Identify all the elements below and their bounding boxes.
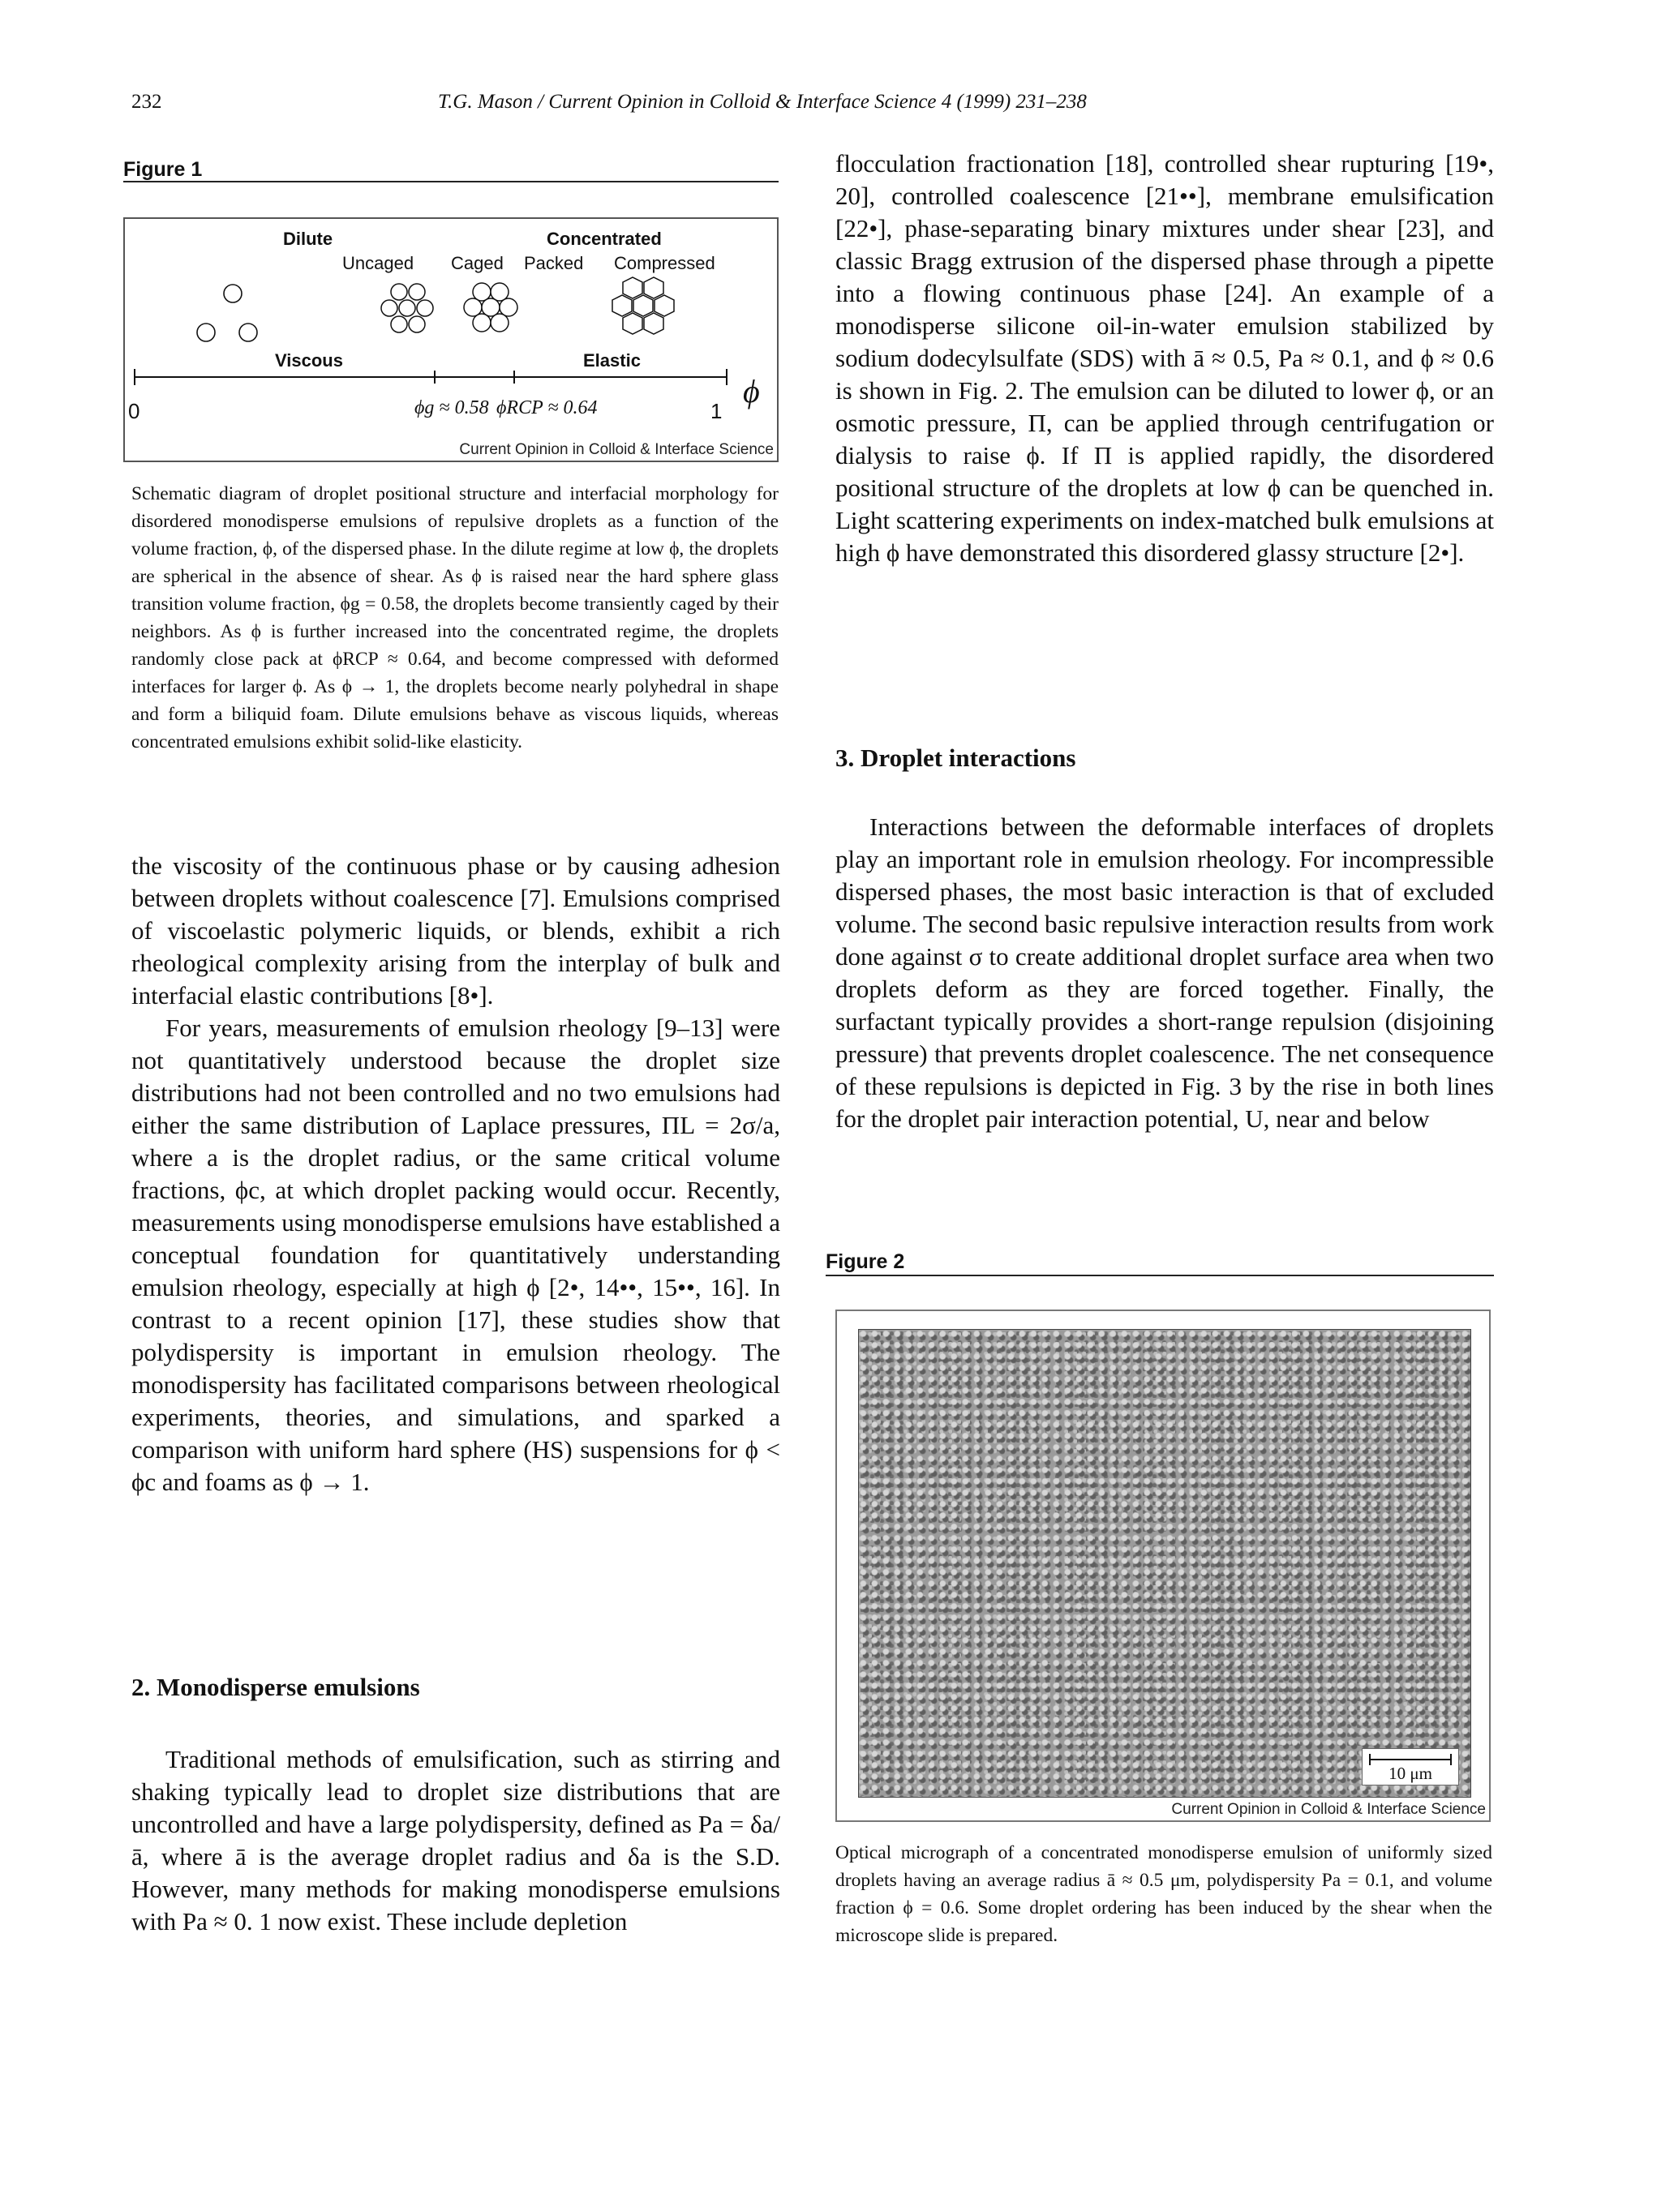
running-head [0,91,1661,123]
phi-axis-label: ϕ [743,373,760,409]
section3-text [835,811,1494,1135]
right-column-text [835,148,1494,569]
axis-zero: 0 [128,399,140,423]
label-concentrated: Concentrated [547,229,662,249]
label-uncaged: Uncaged [342,253,414,273]
section2-paragraph: Traditional methods of emulsification, such as stirring and shaking typically lead to droplet size distributions that are uncontrolled and have a large polydispersity, defined as Pa = δa/ā, where ā is the average droplet radius and δa is the S.D. However, many methods for making monodisperse emulsions with Pa ≈ 0. 1 now exist. These include depletion [131,1745,780,1935]
label-compressed: Compressed [614,253,715,273]
scale-bar [1369,1759,1452,1760]
micrograph-image [858,1329,1471,1798]
caged-droplets [381,284,433,332]
figure1-diagram [123,217,779,462]
volume-fraction-axis [135,369,727,385]
figure2-rule [826,1275,1494,1276]
dilute-droplets [197,285,257,341]
left-paragraph-2: For years, measurements of emulsion rheology [9–13] were not quantitatively understood because the droplet size distributions had not been controlled and no two emulsions had either the same distribution of Laplace pressures, ΠL = 2σ/a, where a is the droplet radius, or the same critical volume fractions, ϕc, at which droplet packing would occur. Recently, measurements using monodisperse emulsions have established a conceptual foundation for quantitatively understanding emulsion rheology, especially at high ϕ [2•, 14••, 15••, 16]. In contrast to a recent opinion [17], these studies show that polydispersity is important in emulsion rheology. The monodispersity has facilitated comparisons between rheological experiments, theories, and simulations, and sparked a comparison with uniform hard sphere (HS) suspensions for ϕ < ϕc and foams as ϕ → 1. [131,1014,780,1496]
left-paragraph-1: the viscosity of the continuous phase or by causing adhesion between droplets without coalescence [7]. Emulsions comprised of viscoelastic polymeric liquids, or blends, exhibit a rich rheological complexity arising from the interplay of bulk and interfacial elastic contributions [8•]. [131,851,780,1010]
axis-one: 1 [710,399,723,423]
packed-droplets [464,283,517,332]
section2-title: 2. Monodisperse emulsions [131,1673,420,1701]
running-title: T.G. Mason / Current Opinion in Colloid & Interface Science 4 (1999) 231–238 [438,91,1087,113]
figure1-label: Figure 1 [123,158,203,181]
figure2-frame [835,1310,1491,1822]
section3-title: 3. Droplet interactions [835,744,1076,772]
label-dilute: Dilute [283,229,333,249]
page-number: 232 [131,91,162,113]
section3-paragraph: Interactions between the deformable interfaces of droplets play an important role in emulsion rheology. For incompressible dispersed phases, the most basic interaction is that of excluded volume. The second basic repulsive interaction results from work done against σ to create additional droplet surface area when two droplets deform as they are forced together. Finally, the surfactant typically provides a short-range repulsion (disjoining pressure) that prevents droplet coalescence. The net consequence of these repulsions is depicted in Fig. 3 by the rise in both lines for the droplet pair interaction potential, U, near and below [835,812,1494,1133]
label-packed: Packed [524,253,584,273]
scale-bar-box [1362,1748,1459,1785]
figure2-label: Figure 2 [826,1250,905,1273]
figure1-rule [123,181,779,182]
compressed-droplets [612,277,674,334]
figure1-caption: Schematic diagram of droplet positional structure and interfacial morphology for disordered monodisperse emulsions of repulsive droplets as a function of the volume fraction, ϕ, of the dispersed phase. In the dilute regime at low ϕ, the droplets are spherical in the absence of shear. As ϕ is raised near the hard sphere glass transition volume fraction, ϕg = 0.58, the droplets become transiently caged by their neighbors. As ϕ is further increased into the concentrated regime, the droplets randomly close pack at ϕRCP ≈ 0.64, and become compressed with deformed interfaces for larger ϕ. As ϕ → 1, the droplets become nearly polyhedral in shape and form a biliquid foam. Dilute emulsions behave as viscous liquids, whereas concentrated emulsions exhibit solid-like elasticity. [131,483,779,752]
figure1-svg [125,219,777,461]
scale-bar-label: 10 μm [1388,1764,1432,1783]
figure2-caption: Optical micrograph of a concentrated monodisperse emulsion of uniformly sized droplets having an average radius ā ≈ 0.5 μm, polydispersity Pa = 0.1, and volume fraction ϕ = 0.6. Some droplet ordering has been induced by the shear when the microscope slide is prepared. [835,1842,1492,1946]
figure2-credit: Current Opinion in Colloid & Interface Science [1171,1801,1486,1818]
label-caged: Caged [451,253,504,273]
left-column-text [131,850,780,1498]
phi-g-label: ϕg ≈ 0.58 [414,397,489,418]
right-paragraph-1: flocculation fractionation [18], controlled shear rupturing [19•, 20], controlled coalescence [21••], membrane emulsification [22•], phase-separating binary mixtures under shear [23], and classic Bragg extrusion of the dispersed phase through a pipette into a flowing continuous phase [24]. An example of a monodisperse silicone oil-in-water emulsion stabilized by sodium dodecylsulfate (SDS) with ā ≈ 0.5, Pa ≈ 0.1, and ϕ ≈ 0.6 is shown in Fig. 2. The emulsion can be diluted to lower ϕ, or an osmotic pressure, Π, can be applied through centrifugation or dialysis to raise ϕ. If Π is applied rapidly, the disordered positional structure of the droplets at low ϕ can be quenched in. Light scattering experiments on index-matched bulk emulsions at high ϕ have demonstrated this disordered glassy structure [2•]. [835,149,1494,567]
label-elastic: Elastic [583,350,641,371]
phi-rcp-label: ϕRCP ≈ 0.64 [496,397,598,418]
figure1-credit: Current Opinion in Colloid & Interface Science [459,441,774,458]
label-viscous: Viscous [275,350,343,371]
section2-text [131,1743,780,1938]
